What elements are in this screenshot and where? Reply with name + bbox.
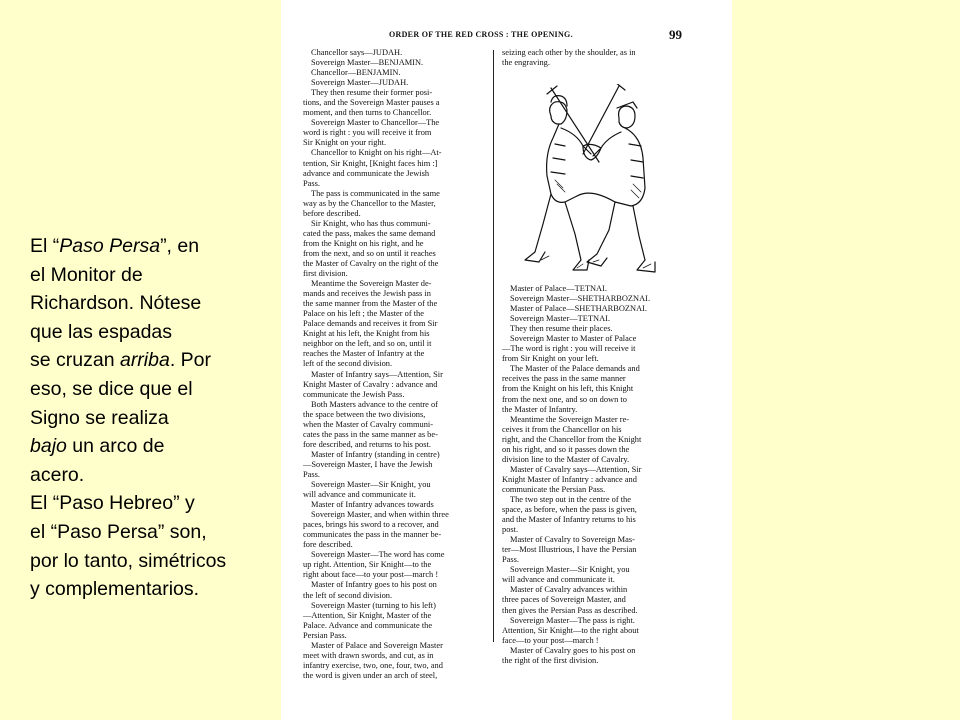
text-line: before described. [303,208,361,218]
text-line: Knight Master of Cavalry : advance and [303,379,438,389]
caption-segment: acero. [30,463,85,486]
right-column-top [502,48,682,68]
text-line: They then resume their places. [510,324,613,334]
caption-line [30,432,275,461]
text-line: communicates the pass in the manner be- [303,530,442,540]
text-line: face—to your post—march ! [502,635,599,645]
text-line: Master of Cavalry says—Attention, Sir [510,464,642,474]
text-line: They then resume their former posi- [311,88,433,98]
text-line: will advance and communicate it. [303,490,416,500]
text-line: Master of Cavalry to Sovereign Mas- [510,535,635,545]
caption-segment: El “Paso Hebreo” y [30,492,195,515]
text-line: cated the pass, makes the same demand [303,228,436,238]
text-line: Sovereign Master—Sir Knight, you [510,565,630,575]
text-line: Palace. Advance and communicate the [303,620,433,630]
text-line: cates the pass in the same manner as be- [303,429,438,439]
caption-text [30,232,275,604]
text-line: from the Knight on his left, this Knight [502,384,634,394]
text-line: division line to the Master of Cavalry. [502,454,630,464]
text-line: Pass. [303,178,320,188]
text-line: Sovereign Master—BENJAMIN. [311,58,424,68]
column-rule [493,50,494,642]
caption-segment: que las espadas [30,320,173,343]
text-line: moment, and then turns to Chancellor. [303,108,432,118]
caption-italic: bajo [30,435,67,458]
caption-line [30,346,275,375]
text-line: Master of Cavalry goes to his post on [510,645,636,655]
caption-italic: arriba [119,349,170,372]
text-line: receives the pass in the same manner [502,374,626,384]
text-line: the right of the first division. [502,655,599,665]
text-line: Master of Infantry (standing in centre) [311,449,440,459]
text-line: Chancellor—BENJAMIN. [311,68,401,78]
caption-line [30,375,275,404]
text-line: advance and communicate the Jewish [303,168,430,178]
figure-left [550,102,567,124]
text-line: Sovereign Master—TETNAI. [510,314,611,324]
text-line: when the Master of Cavalry communi- [303,419,434,429]
caption-segment: Richardson. Nótese [30,292,202,315]
text-line: infantry exercise, two, one, four, two, and [303,660,443,670]
left-column [303,48,491,681]
text-line: ter—Most Illustrious, I have the Persian [502,545,637,555]
caption-segment: el Monitor de [30,263,143,286]
text-line: Sovereign Master—JUDAH. [311,78,409,88]
caption-line [30,518,275,547]
text-line: Sir Knight, who has thus communi- [311,218,431,228]
text-line: the space between the two divisions, [303,409,426,419]
text-line: from the next one, and so on down to [502,394,627,404]
caption-line [30,461,275,490]
caption-segment: y complementarios. [30,578,200,601]
text-line: from the next, and so on until it reaches [303,248,436,258]
caption-italic: Paso Persa [59,235,161,257]
text-line: three paces of Sovereign Master, and [502,595,626,605]
caption-line [30,261,275,290]
text-line: on his right, and so it passes down the [502,444,630,454]
text-line: word is right : you will receive it from [303,128,432,138]
caption-segment: eso, se dice que el [30,377,193,400]
caption-segment: ”, en [160,235,200,257]
text-line: Master of Infantry advances towards [311,500,434,510]
text-line: reaches the Master of Infantry at the [303,349,425,359]
text-line: Palace demands and receives it from Sir [303,319,438,329]
text-line: Sovereign Master to Master of Palace [510,334,637,344]
text-line: —The word is right : you will receive it [502,344,636,354]
text-line: Master of Infantry says—Attention, Sir [311,369,443,379]
text-line: Persian Pass. [303,630,347,640]
caption-line [30,289,275,318]
text-line: left of the second division. [303,359,393,369]
text-line: Chancellor says—JUDAH. [311,48,403,57]
text-line: Attention, Sir Knight—to the right about [502,625,639,635]
text-line: neighbor on the left, and so on, until it [303,339,432,349]
caption-segment: un arco de [66,435,165,458]
text-line: paces, brings his sword to a recover, and [303,520,439,530]
text-line: —Attention, Sir Knight, Master of the [303,610,432,620]
text-line: Pass. [502,555,519,565]
text-line: The Master of the Palace demands and [510,364,640,374]
text-line: —Sovereign Master, I have the Jewish [303,459,433,469]
text-line: way as by the Chancellor to the Master, [303,198,436,208]
text-line: then gives the Persian Pass as described. [502,605,638,615]
text-line: right about face—to your post—march ! [303,570,439,580]
text-line: Master of Palace and Sovereign Master [311,640,443,650]
caption-segment: se cruzan [30,349,120,372]
text-line: Pass. [303,469,320,479]
text-line: Sovereign Master to Chancellor—The [311,118,440,128]
text-line: from Sir Knight on your left. [502,354,599,364]
text-line: Sovereign Master—SHETHARBOZNAI. [510,294,651,304]
engraving-illustration [521,84,671,284]
running-head: ORDER OF THE RED CROSS : THE OPENING. [389,30,573,39]
caption-line [30,404,275,433]
text-line: right, and the Chancellor from the Knight [502,434,642,444]
text-line: The pass is communicated in the same [311,188,440,198]
text-line: will advance and communicate it. [502,575,615,585]
text-line: Sovereign Master—The word has come [311,550,445,560]
text-line: the Master of Cavalry on the right of the [303,258,439,268]
text-line: communicate the Persian Pass. [502,484,606,494]
text-line: meet with drawn swords, and cut, as in [303,650,434,660]
text-line: Knight at his left, the Knight from his [303,329,430,339]
text-line: Sovereign Master, and when within three [311,510,449,520]
text-line: the word is given under an arch of steel, [303,670,438,680]
caption-line [30,489,275,518]
scanned-book-page [281,0,732,720]
caption-segment: Signo se realiza [30,406,169,429]
text-line: Palace on his left ; the Master of the [303,309,424,319]
text-line: Meantime the Sovereign Master de- [311,279,432,289]
text-line: fore described, and returns to his post. [303,439,431,449]
text-line: communicate the Jewish Pass. [303,389,405,399]
text-line: Master of Infantry goes to his post on [311,580,437,590]
text-line: Master of Palace—SHETHARBOZNAI. [510,304,647,314]
text-line: Sovereign Master—The pass is right. [510,615,635,625]
caption-line [30,575,275,604]
page-number: 99 [669,27,682,42]
text-line: tention, Sir Knight, [Knight faces him :] [303,158,438,168]
text-line: the Master of Infantry. [502,404,578,414]
text-line: Knight Master of Infantry : advance and [502,474,637,484]
text-line: Both Masters advance to the centre of [311,399,438,409]
caption-line [30,318,275,347]
text-line: first division. [303,269,348,279]
caption-segment: . Por [169,349,212,372]
text-line: ceives it from the Chancellor on his [502,424,622,434]
right-column-bottom [502,284,682,666]
text-line: and the Master of Infantry returns to his [502,515,636,525]
text-line: Chancellor to Knight on his right—At- [311,148,442,158]
caption-segment: por lo tanto, simétricos [30,549,227,572]
caption-segment: el “Paso Persa” son, [30,520,207,543]
text-line: Master of Cavalry advances within [510,585,628,595]
text-line: fore described. [303,540,353,550]
text-line: up right. Attention, Sir Knight—to the [303,560,432,570]
sword-right [583,86,619,154]
caption-line [30,232,275,261]
text-line: Master of Palace—TETNAI. [510,284,607,293]
text-line: seizing each other by the shoulder, as in [502,48,636,57]
text-line: Sir Knight on your right. [303,138,387,148]
text-line: The two step out in the centre of the [510,494,631,504]
text-line: from the Knight on his right, and he [303,238,424,248]
text-line: tions, and the Sovereign Master pauses a [303,98,440,108]
text-line: the same manner from the Master of the [303,299,438,309]
text-line: the engraving. [502,58,550,68]
text-line: Sovereign Master—Sir Knight, you [311,480,431,490]
text-line: mands and receives the Jewish pass in [303,289,431,299]
text-line: the left of second division. [303,590,393,600]
caption-segment: El “ [30,235,60,257]
text-line: space, as before, when the pass is given, [502,505,637,515]
figure-right [619,106,635,128]
caption-line [30,547,275,576]
text-line: Sovereign Master (turning to his left) [311,600,436,610]
text-line: post. [502,525,519,535]
text-line: Meantime the Sovereign Master re- [510,414,630,424]
